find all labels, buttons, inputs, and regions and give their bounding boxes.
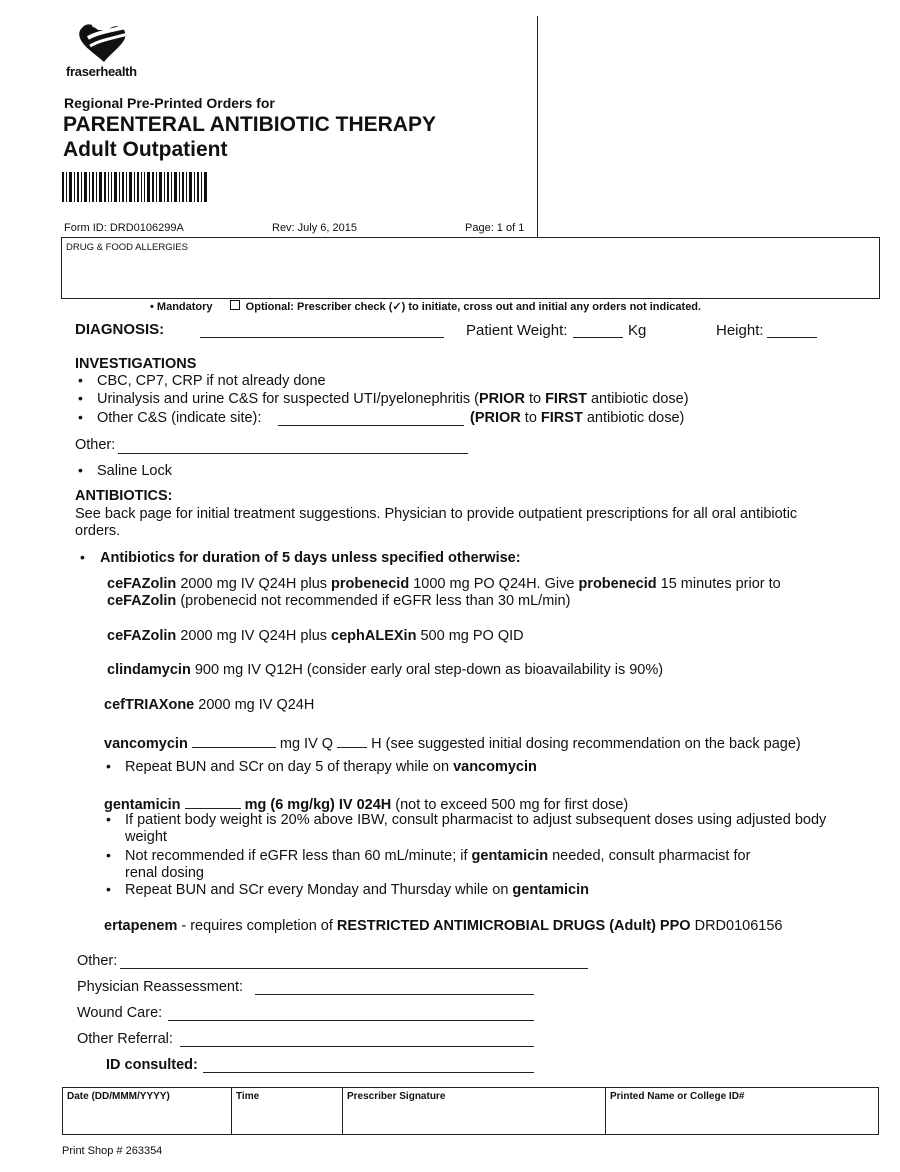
drug-name: ceFAZolin <box>107 576 177 592</box>
drug-name: vancomycin <box>104 736 188 752</box>
time-label: Time <box>236 1091 260 1102</box>
text: mg (6 mg/kg) IV 024H <box>244 797 392 813</box>
id-consulted-field[interactable] <box>203 1072 534 1073</box>
gentamicin-egfr-note <box>125 848 750 882</box>
drug-name: ceFAZolin <box>107 628 177 644</box>
clindamycin-order <box>107 662 663 679</box>
height-field[interactable] <box>767 337 817 338</box>
signature-cell[interactable] <box>343 1088 606 1135</box>
text: 1000 mg PO Q24H. Give <box>409 576 579 592</box>
vancomycin-dose-field[interactable] <box>192 733 276 748</box>
investigation-urinalysis <box>97 391 689 408</box>
text: PRIOR <box>479 391 525 407</box>
form-title: PARENTERAL ANTIBIOTIC THERAPY <box>63 113 436 136</box>
text: - requires completion of <box>177 918 337 934</box>
text: Urinalysis and urine C&S for suspected UTI/pyelonephritis ( <box>97 391 479 407</box>
gentamicin-order <box>104 794 628 814</box>
text: weight <box>125 829 167 845</box>
drug-name: ceFAZolin <box>107 593 177 609</box>
text: (probenecid not recommended if eGFR less than 30 mL/min) <box>176 593 571 609</box>
physician-reassessment-label: Physician Reassessment: <box>77 979 244 995</box>
bullet-icon: • <box>78 390 83 406</box>
text: If patient body weight is 20% above IBW, consult pharmacist to adjust subsequent doses using adjusted body <box>125 812 827 828</box>
other-referral-field[interactable] <box>180 1046 534 1047</box>
gentamicin-dose-field[interactable] <box>185 794 241 809</box>
gentamicin-ibw-note <box>125 812 826 846</box>
investigations-heading: INVESTIGATIONS <box>75 356 197 372</box>
time-cell[interactable] <box>232 1088 343 1135</box>
weight-label: Patient Weight: <box>466 322 568 339</box>
text: (not to exceed 500 mg for first dose) <box>391 797 629 813</box>
date-label: Date (DD/MMM/YYYY) <box>67 1091 170 1102</box>
vancomycin-interval-field[interactable] <box>337 733 367 748</box>
text: RESTRICTED ANTIMICROBIAL DRUGS (Adult) PPO <box>336 918 691 934</box>
drug-name: vancomycin <box>453 759 537 775</box>
signature-table <box>62 1087 879 1135</box>
investigation-other-cs: Other C&S (indicate site): <box>97 410 262 426</box>
antibiotics-heading: ANTIBIOTICS: <box>75 488 173 504</box>
optional-label: Optional: Prescriber check (✓) to initiate, cross out and initial any orders not indicated. <box>245 301 702 313</box>
date-cell[interactable] <box>63 1088 232 1135</box>
antibiotics-duration: Antibiotics for duration of 5 days unless specified otherwise: <box>100 550 521 566</box>
physician-reassessment-field[interactable] <box>255 994 534 995</box>
barcode <box>62 172 208 202</box>
text: 500 mg PO QID <box>416 628 524 644</box>
legend <box>150 300 701 313</box>
other-referral-label: Other Referral: <box>77 1031 173 1047</box>
drug-name: gentamicin <box>471 848 549 864</box>
text: needed, consult pharmacist for <box>548 848 751 864</box>
text: 15 minutes prior to <box>656 576 781 592</box>
other-field[interactable] <box>120 968 588 969</box>
bullet-icon: • <box>78 409 83 425</box>
drug-name: clindamycin <box>107 662 191 678</box>
text: 900 mg IV Q12H (consider early oral step-down as bioavailability is 90%) <box>190 662 664 678</box>
drug-name: gentamicin <box>512 882 589 898</box>
drug-name: probenecid <box>331 576 410 592</box>
form-revision: Rev: July 6, 2015 <box>272 222 357 234</box>
id-consulted-label: ID consulted: <box>106 1057 198 1073</box>
form-subtitle: Regional Pre-Printed Orders for <box>64 95 275 111</box>
text: ( <box>470 410 475 426</box>
cefazolin-probenecid-order <box>107 576 847 610</box>
text: Repeat BUN and SCr every Monday and Thursday while on <box>125 882 513 898</box>
drug-name: ertapenem <box>104 918 178 934</box>
height-label: Height: <box>716 322 764 339</box>
bullet-icon: • <box>78 372 83 388</box>
text: antibiotic dose) <box>582 410 685 426</box>
mandatory-bullet-icon: • <box>150 301 154 313</box>
text: DRD0106156 <box>690 918 783 934</box>
print-shop-number: Print Shop # 263354 <box>62 1145 163 1157</box>
fraserhealth-logo <box>66 22 146 82</box>
checkbox-icon <box>230 300 240 310</box>
drug-name: cefTRIAXone <box>104 697 195 713</box>
text: 2000 mg IV Q24H <box>194 697 315 713</box>
wound-care-field[interactable] <box>168 1020 534 1021</box>
weight-field[interactable] <box>573 337 623 338</box>
text: antibiotic dose) <box>586 391 689 407</box>
gentamicin-monitoring <box>125 882 589 899</box>
text: FIRST <box>545 391 587 407</box>
bullet-icon: • <box>78 462 83 478</box>
investigations-other-label: Other: <box>75 437 116 453</box>
text: renal dosing <box>125 865 204 881</box>
investigations-other-field[interactable] <box>118 453 468 454</box>
printed-name-label: Printed Name or College ID# <box>610 1091 745 1102</box>
text: to <box>524 391 546 407</box>
text: Repeat BUN and SCr on day 5 of therapy while on <box>125 759 454 775</box>
mandatory-label: Mandatory <box>156 301 213 313</box>
wound-care-label: Wound Care: <box>77 1005 163 1021</box>
text: PRIOR <box>474 410 521 426</box>
text: Not recommended if eGFR less than 60 mL/minute; if <box>125 848 472 864</box>
text: FIRST <box>540 410 583 426</box>
antibiotics-intro: See back page for initial treatment suggestions. Physician to provide outpatient prescriptions for all oral antibiotic orders. <box>75 506 798 539</box>
heart-logo-icon <box>70 22 140 64</box>
allergies-box[interactable] <box>61 237 880 299</box>
form-id: Form ID: DRD0106299A <box>64 222 184 234</box>
drug-name: gentamicin <box>104 797 181 813</box>
drug-name: cephALEXin <box>331 628 417 644</box>
printed-name-cell[interactable] <box>606 1088 879 1135</box>
allergies-label: DRUG & FOOD ALLERGIES <box>66 242 188 253</box>
ceftriaxone-order <box>104 697 314 714</box>
text: 2000 mg IV Q24H plus <box>176 576 332 592</box>
form-title-2: Adult Outpatient <box>63 138 228 161</box>
signature-label: Prescriber Signature <box>347 1091 446 1102</box>
bullet-icon: • <box>106 758 111 774</box>
diagnosis-field[interactable] <box>200 337 444 338</box>
saline-lock: Saline Lock <box>97 463 172 479</box>
cefazolin-cephalexin-order <box>107 628 524 645</box>
vancomycin-monitoring <box>125 759 537 776</box>
bullet-icon: • <box>80 549 85 565</box>
drug-name: probenecid <box>578 576 657 592</box>
text: 2000 mg IV Q24H plus <box>176 628 332 644</box>
vancomycin-order <box>104 733 801 753</box>
bullet-icon: • <box>106 847 111 863</box>
bullet-icon: • <box>106 881 111 897</box>
other-label: Other: <box>77 953 118 969</box>
bullet-icon: • <box>106 811 111 827</box>
diagnosis-label: DIAGNOSIS: <box>75 321 165 338</box>
ertapenem-order <box>104 918 782 935</box>
text: mg IV Q <box>279 736 334 752</box>
text: to <box>520 410 541 426</box>
logo-text: fraserhealth <box>66 64 137 79</box>
text: H (see suggested initial dosing recommendation on the back page) <box>371 736 801 752</box>
investigation-other-cs-note <box>470 410 684 427</box>
investigation-cbc: CBC, CP7, CRP if not already done <box>97 373 326 389</box>
weight-unit: Kg <box>628 322 647 339</box>
page-number: Page: 1 of 1 <box>465 222 525 234</box>
patient-label-divider <box>537 16 538 238</box>
cs-site-field[interactable] <box>278 425 464 426</box>
